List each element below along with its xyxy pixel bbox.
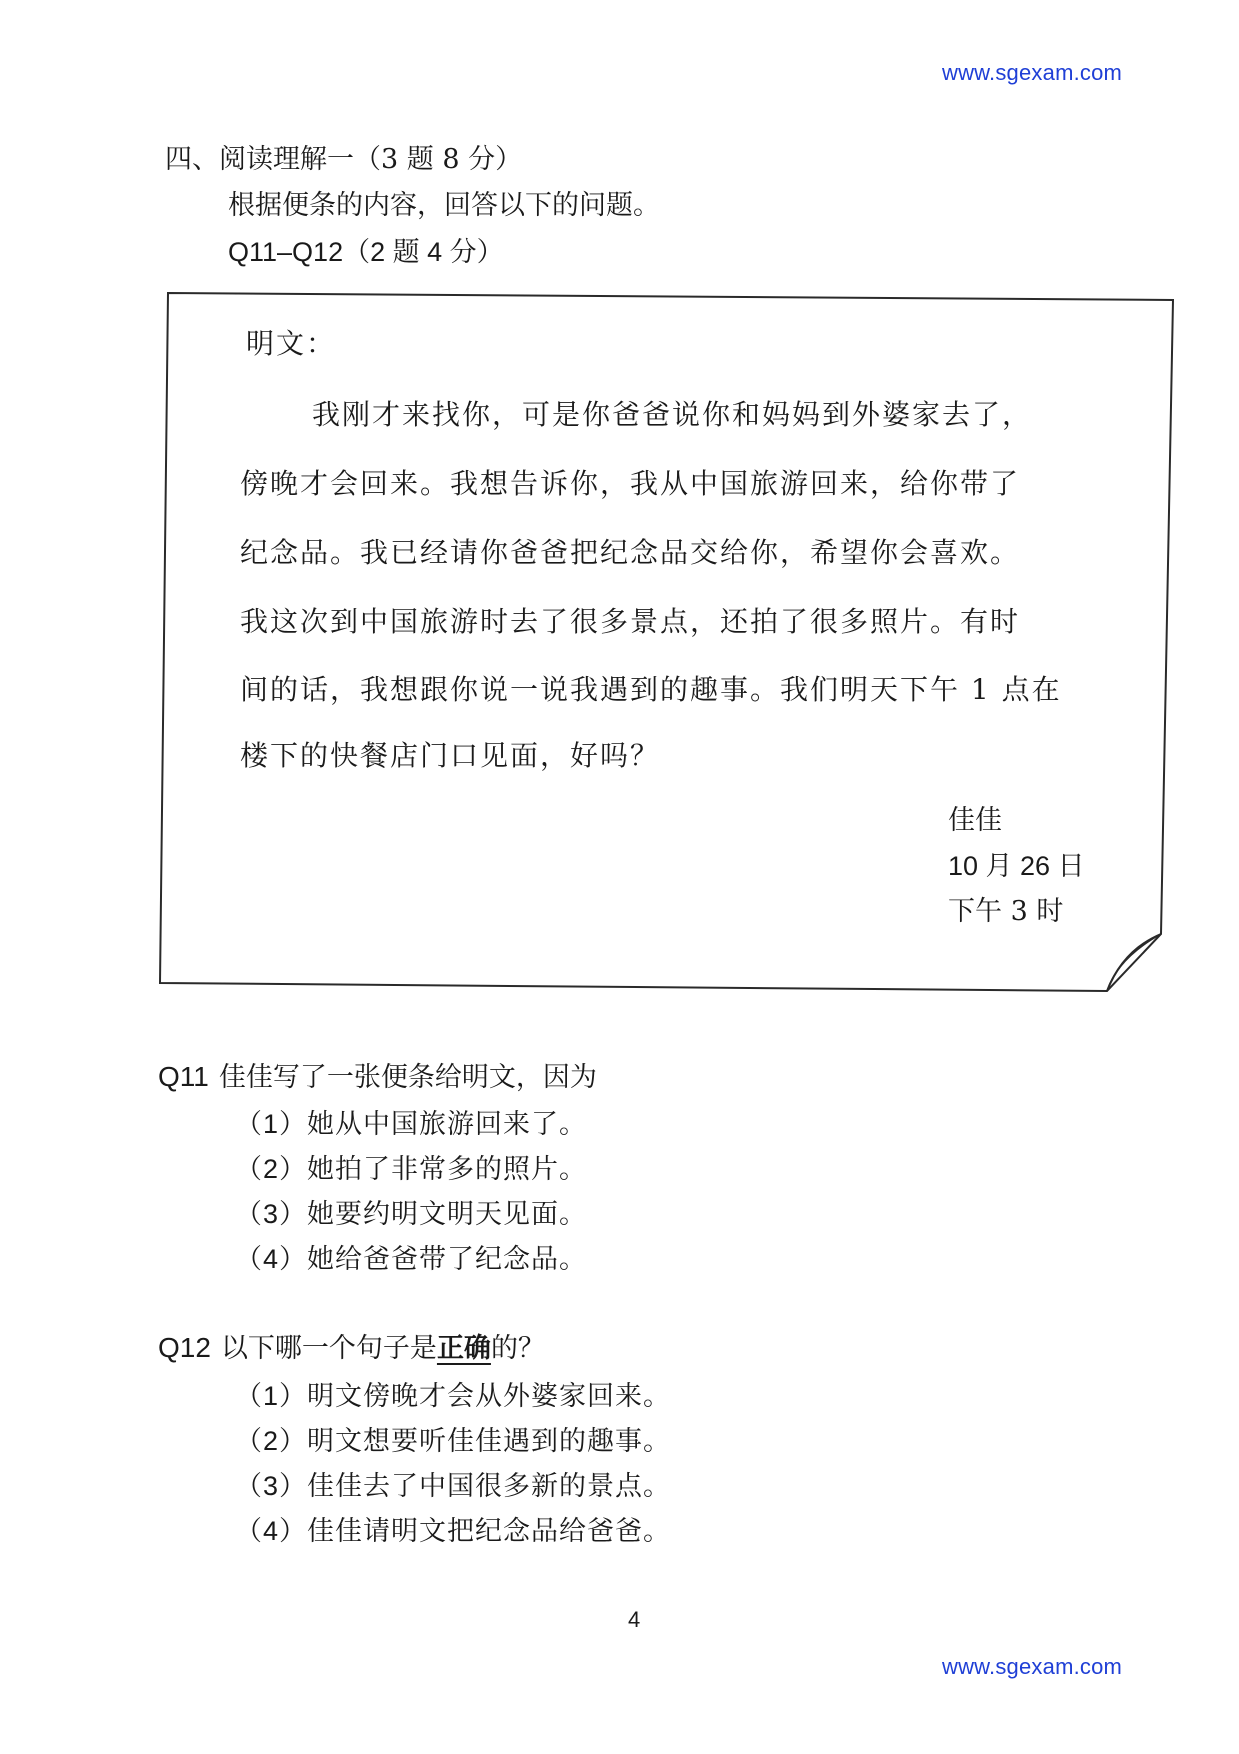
note-date: 10 月 26 日 (948, 851, 1085, 881)
q12-option-2 (235, 1419, 671, 1458)
note-signature: 佳佳 (948, 805, 1002, 836)
note-line-5: 间的话，我想跟你说一说我遇到的趣事。我们明天下午 1 点在 (240, 673, 1062, 706)
q12-option-1 (235, 1374, 671, 1413)
option-number: （4） (235, 1244, 308, 1274)
note-salutation: 明文： (246, 327, 337, 360)
option-number: （3） (235, 1199, 308, 1229)
option-text: 她从中国旅游回来了。 (307, 1109, 588, 1140)
option-number: （2） (235, 1426, 308, 1456)
option-number: （2） (235, 1154, 308, 1184)
q12-option-4 (235, 1509, 671, 1548)
note-line-1: 我刚才来找你，可是你爸爸说你和妈妈到外婆家去了， (312, 398, 1033, 431)
option-text: 明文想要听佳佳遇到的趣事。 (307, 1426, 672, 1457)
option-number: （1） (235, 1109, 308, 1139)
watermark-bottom: www.sgexam.com (942, 1654, 1123, 1679)
option-number: （3） (235, 1471, 308, 1501)
q11-option-2 (235, 1147, 587, 1186)
option-text: 明文傍晚才会从外婆家回来。 (307, 1381, 672, 1412)
q12-option-3 (235, 1464, 671, 1503)
question-stem-emphasis: 正确 (436, 1333, 491, 1364)
note-line-2: 傍晚才会回来。我想告诉你，我从中国旅游回来，给你带了 (240, 467, 1021, 500)
question-number: Q12 (158, 1332, 211, 1363)
page-number: 4 (628, 1607, 641, 1632)
section-sub: Q11–Q12（2 题 4 分） (228, 237, 504, 267)
option-number: （1） (235, 1381, 308, 1411)
q11-option-3 (235, 1192, 587, 1231)
q11-option-1 (235, 1102, 587, 1141)
watermark-top: www.sgexam.com (942, 60, 1123, 85)
option-text: 佳佳请明文把纪念品给爸爸。 (307, 1516, 672, 1547)
note-line-4: 我这次到中国旅游时去了很多景点，还拍了很多照片。有时 (240, 605, 1021, 638)
note-line-6: 楼下的快餐店门口见面，好吗？ (240, 739, 661, 772)
option-number: （4） (235, 1516, 308, 1546)
question-number: Q11 (158, 1061, 209, 1092)
question-stem: 佳佳写了一张便条给明文，因为 (218, 1062, 597, 1093)
q11-option-4 (235, 1237, 587, 1276)
question-stem: 以下哪一个句子是 (220, 1333, 437, 1364)
section-title: 四、阅读理解一（3 题 8 分） (165, 144, 523, 175)
question-11 (158, 1055, 597, 1094)
option-text: 她拍了非常多的照片。 (307, 1154, 588, 1185)
note-time: 下午 3 时 (948, 896, 1064, 927)
section-instruction: 根据便条的内容，回答以下的问题。 (228, 190, 660, 221)
question-stem-end: 的？ (490, 1333, 545, 1364)
note-line-3: 纪念品。我已经请你爸爸把纪念品交给你，希望你会喜欢。 (240, 536, 1021, 569)
question-12 (158, 1326, 545, 1365)
option-text: 她要约明文明天见面。 (307, 1199, 588, 1230)
option-text: 佳佳去了中国很多新的景点。 (307, 1471, 672, 1502)
option-text: 她给爸爸带了纪念品。 (307, 1244, 588, 1275)
